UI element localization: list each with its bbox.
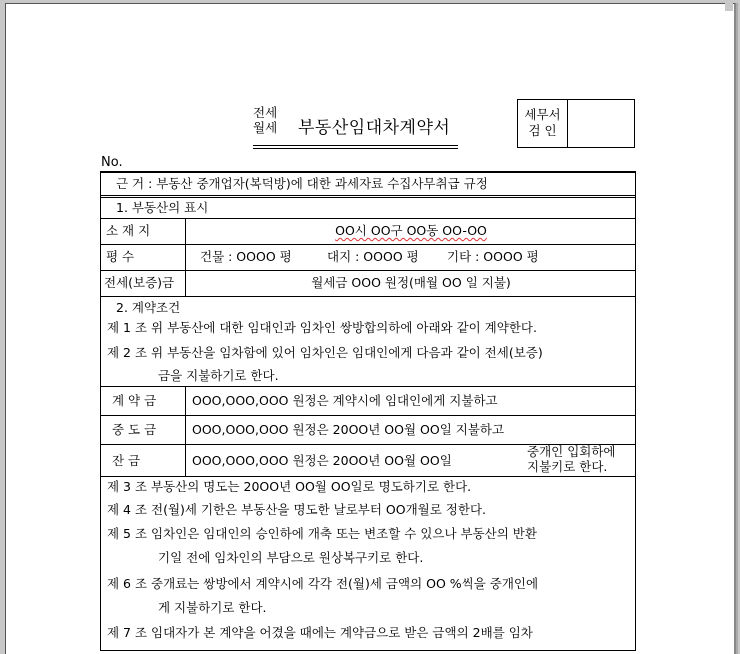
payment-label-interim: 중 도 금 (112, 422, 157, 437)
payment-note-line1: 중개인 입회하에 (527, 444, 616, 459)
legal-basis: 근 거 : 부동산 중개업자(복덕방)에 대한 과세자료 수집사무취급 규정 (116, 176, 488, 191)
payment-value-interim: OOO,OOO,OOO 원정은 20OO년 OO월 OO일 지불하고 (192, 422, 505, 437)
payment-note (527, 444, 616, 474)
row-divider (100, 218, 636, 219)
payment-label-contract: 계 약 금 (112, 393, 157, 408)
location-value (186, 223, 636, 239)
section2-heading: 2. 계약조건 (116, 300, 181, 315)
article-1: 제 1 조 위 부동산에 대한 임대인과 임차인 쌍방합의하에 아래와 같이 계약한다. (107, 320, 537, 335)
section1-heading: 1. 부동산의 표시 (116, 200, 209, 215)
article-6-line1: 제 6 조 중개료는 쌍방에서 계약시에 각각 전(월)세 금액의 OO %씩을 중개인에 (107, 576, 539, 591)
page-corner (725, 3, 733, 11)
location-label: 소 재 지 (106, 223, 151, 238)
area-label: 평 수 (106, 249, 135, 264)
payment-label-balance: 잔 금 (112, 453, 141, 468)
article-3: 제 3 조 부동산의 명도는 20OO년 OO월 OO일로 명도하기로 한다. (107, 479, 472, 494)
row-divider (100, 415, 636, 416)
article-6-line2: 게 지불하기로 한다. (158, 600, 267, 615)
article-5-line1: 제 5 조 임차인은 임대인의 승인하에 개축 또는 변조할 수 있으나 부동산의 반환 (107, 526, 537, 541)
stamp-label-line1: 세무서 (524, 107, 561, 122)
location-value-text: OO시 OO구 OO동 OO-OO (335, 223, 487, 238)
row-divider (100, 476, 636, 477)
title-underline-top (253, 145, 458, 146)
document-title: 부동산임대차계약서 (298, 118, 451, 138)
payment-value-contract: OOO,OOO,OOO 원정은 계약시에 임대인에게 지불하고 (192, 393, 498, 408)
article-2-line2: 금을 지불하기로 한다. (158, 368, 279, 383)
payment-value-balance: OOO,OOO,OOO 원정은 20OO년 OO월 OO일 (192, 453, 452, 468)
document-number-label: No. (101, 155, 123, 170)
title-type-jeonse: 전세 (253, 105, 278, 120)
row-divider (100, 270, 636, 271)
title-underline-bottom (253, 148, 458, 149)
row-divider (100, 244, 636, 245)
deposit-value: 월세금 OOO 원정(매월 OO 일 지불) (311, 275, 511, 290)
area-other: 기타 : OOOO 평 (447, 249, 539, 264)
tax-office-stamp-box (517, 99, 635, 148)
column-divider (185, 386, 186, 476)
article-7-line1: 제 7 조 임대자가 본 계약을 어겼을 때에는 계약금으로 받은 금액의 2배를 임차 (107, 625, 533, 640)
row-divider (100, 195, 636, 196)
stamp-label (518, 100, 568, 147)
stamp-label-line2: 검 인 (528, 123, 557, 138)
area-building: 건물 : OOOO 평 (200, 249, 292, 264)
article-2-line1: 제 2 조 위 부동산을 임차함에 있어 임차인은 임대인에게 다음과 같이 전세(보증) (107, 345, 543, 360)
article-4: 제 4 조 전(월)세 기한은 부동산을 명도한 날로부터 OO개월로 정한다. (107, 502, 486, 517)
payment-note-line2: 지불키로 한다. (527, 459, 608, 474)
row-divider (100, 296, 636, 297)
row-divider (100, 197, 636, 198)
document-title-block (253, 105, 458, 147)
deposit-label: 전세(보증)금 (104, 275, 175, 290)
article-5-line2: 기일 전에 임차인의 부담으로 원상복구키로 한다. (158, 550, 424, 565)
row-divider (100, 386, 636, 387)
title-type-wolse: 월세 (253, 120, 278, 135)
area-land: 대지 : OOOO 평 (327, 249, 419, 264)
title-type-options (253, 105, 293, 135)
